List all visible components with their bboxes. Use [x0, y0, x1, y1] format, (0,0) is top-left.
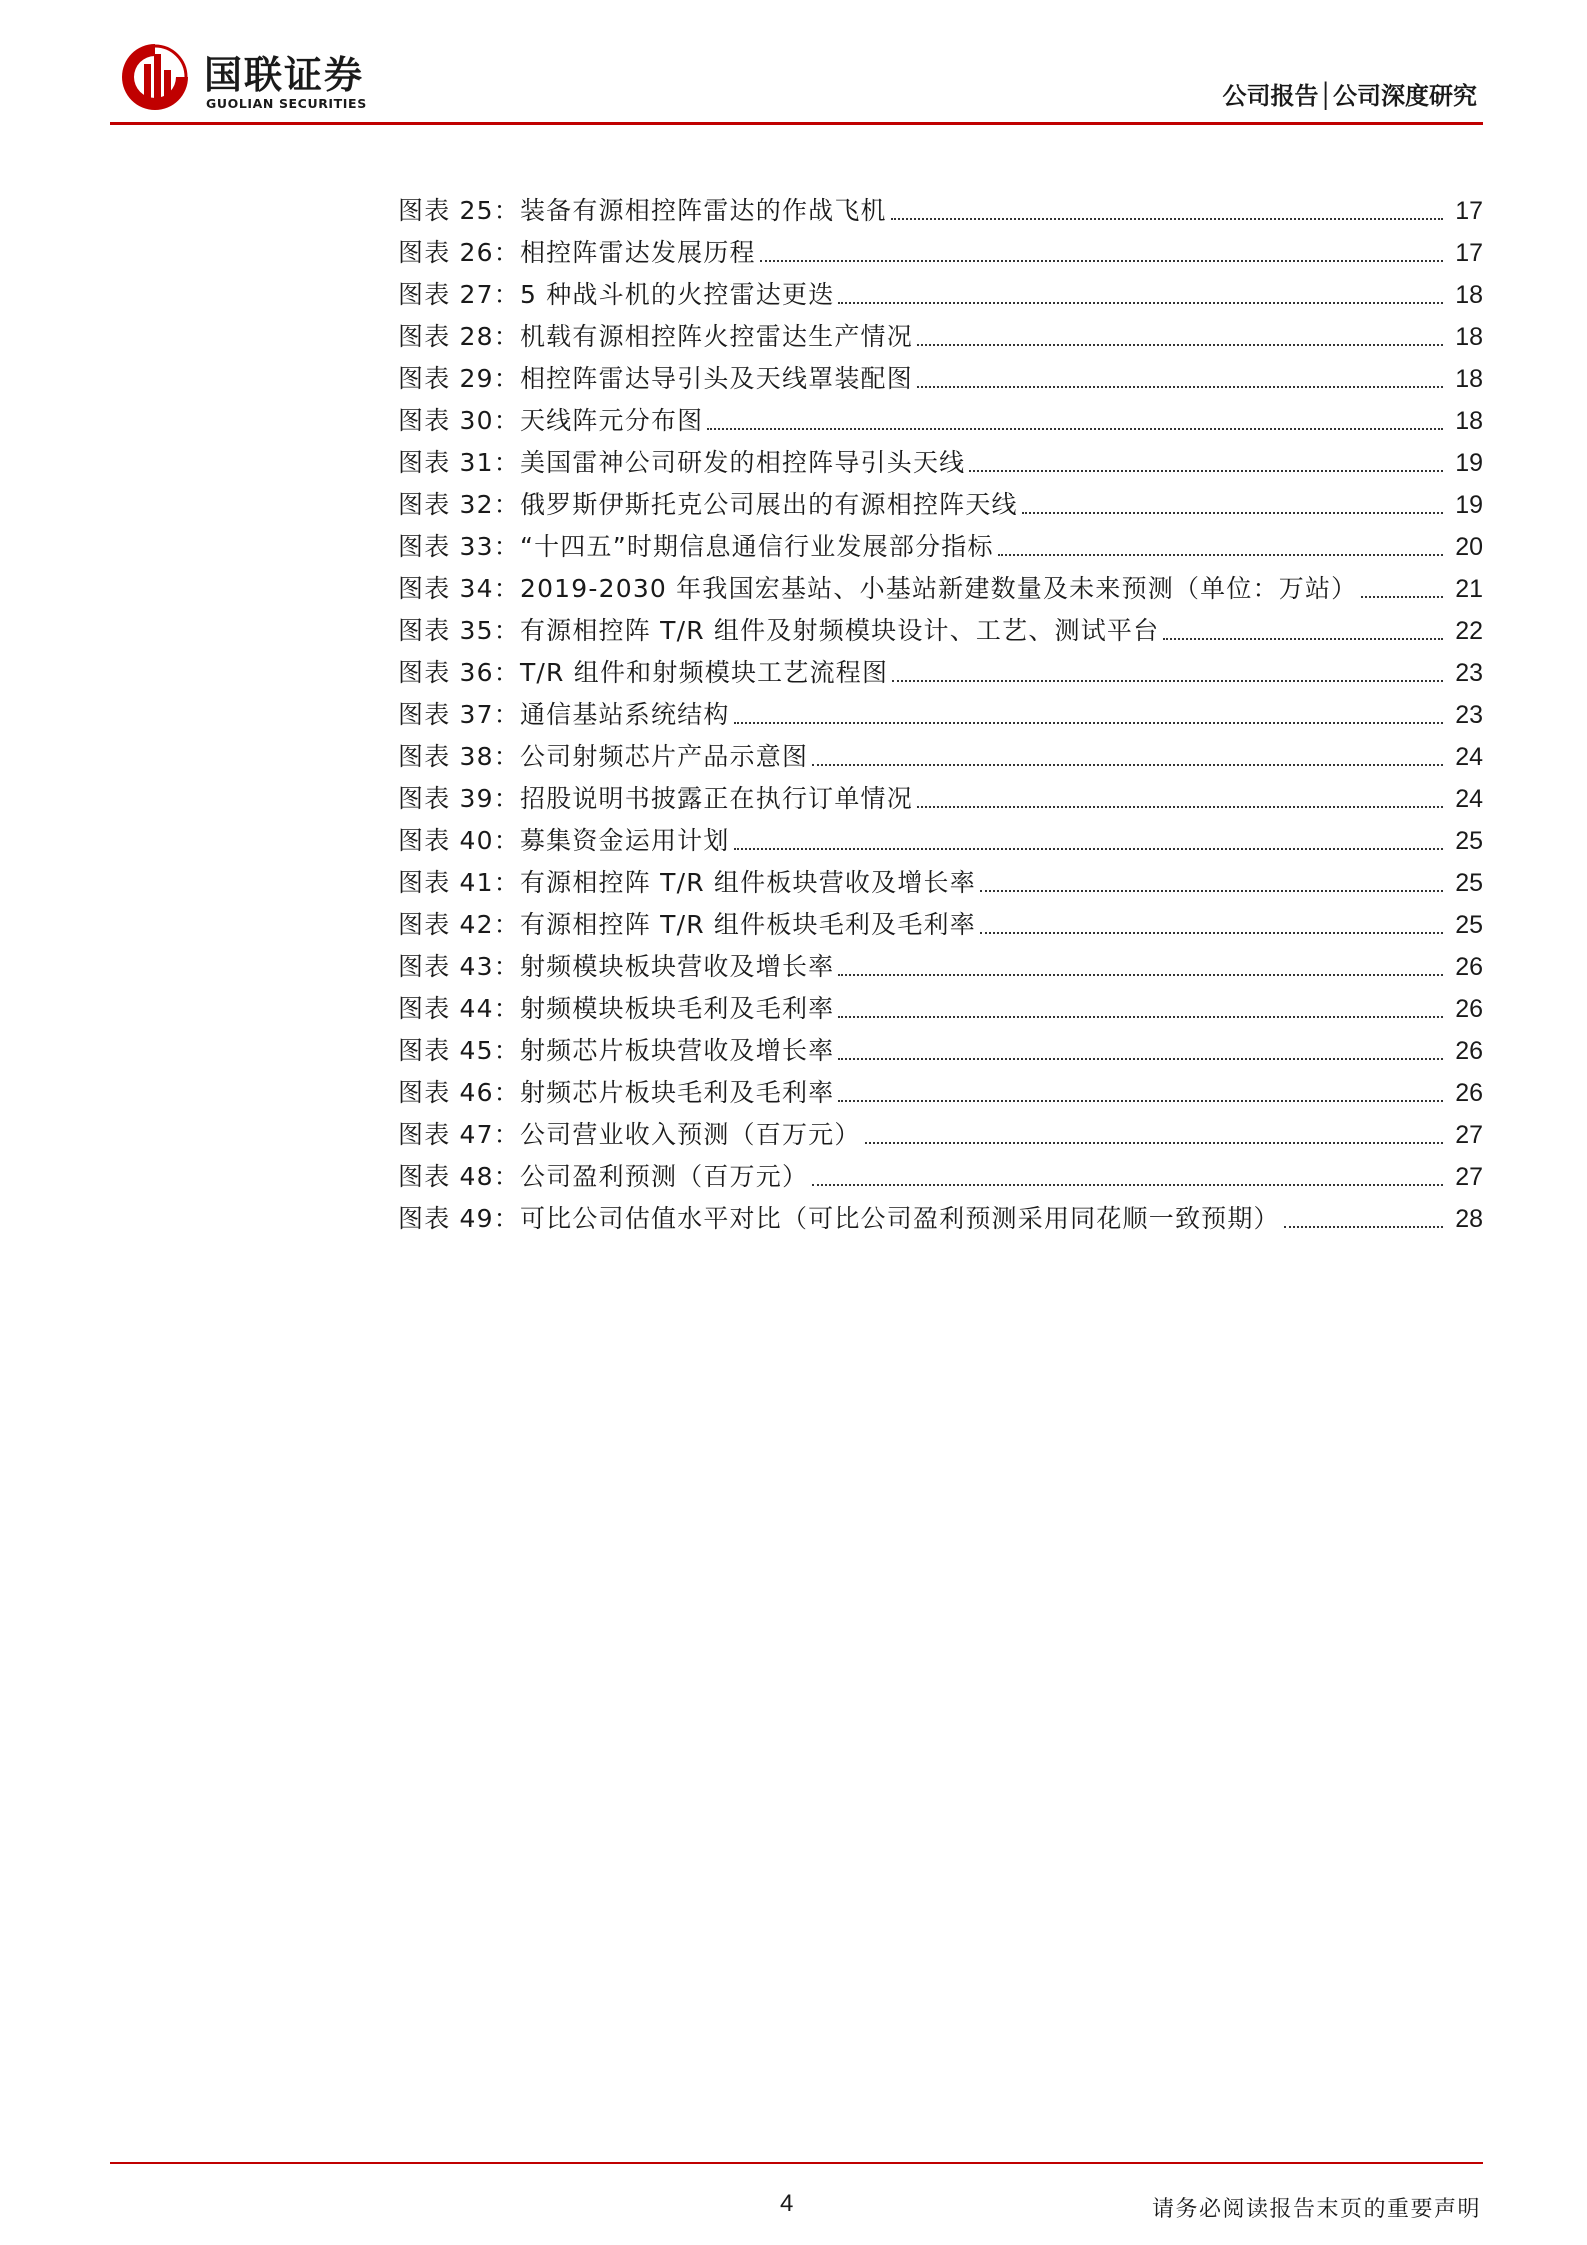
- toc-entry-page: 23: [1455, 659, 1483, 687]
- toc-entry-page: 27: [1455, 1163, 1483, 1191]
- toc-entry-page: 19: [1455, 491, 1483, 519]
- toc-entry-label: 图表 25：装备有源相控阵雷达的作战飞机: [398, 196, 887, 225]
- toc-entry[interactable]: [398, 358, 1483, 400]
- toc-entry[interactable]: [398, 190, 1483, 232]
- toc-entry-page: 18: [1455, 407, 1483, 435]
- toc-entry-label: 图表 41：有源相控阵 T/R 组件板块营收及增长率: [398, 868, 976, 897]
- toc-entry[interactable]: [398, 778, 1483, 820]
- toc-entry[interactable]: [398, 1114, 1483, 1156]
- toc-entry-label: 图表 39：招股说明书披露正在执行订单情况: [398, 784, 913, 813]
- toc-entry-label: 图表 35：有源相控阵 T/R 组件及射频模块设计、工艺、测试平台: [398, 616, 1160, 645]
- toc-dot-leader: [1022, 512, 1443, 514]
- toc-entry[interactable]: [398, 904, 1483, 946]
- company-logo: [118, 38, 418, 118]
- toc-entry[interactable]: [398, 1072, 1483, 1114]
- toc-entry-page: 26: [1455, 995, 1483, 1023]
- toc-entry-page: 25: [1455, 827, 1483, 855]
- toc-dot-leader: [917, 386, 1443, 388]
- toc-dot-leader: [917, 344, 1443, 346]
- toc-entry-label: 图表 36：T/R 组件和射频模块工艺流程图: [398, 658, 889, 687]
- header-divider: [110, 122, 1483, 125]
- toc-dot-leader: [917, 806, 1443, 808]
- toc-dot-leader: [1361, 596, 1443, 598]
- toc-entry-page: 27: [1455, 1121, 1483, 1149]
- toc-dot-leader: [812, 764, 1443, 766]
- toc-dot-leader: [865, 1142, 1443, 1144]
- toc-dot-leader: [891, 218, 1443, 220]
- toc-dot-leader: [998, 554, 1443, 556]
- toc-entry-page: 20: [1455, 533, 1483, 561]
- toc-dot-leader: [838, 1016, 1443, 1018]
- toc-entry-label: 图表 32：俄罗斯伊斯托克公司展出的有源相控阵天线: [398, 490, 1018, 519]
- toc-entry[interactable]: [398, 820, 1483, 862]
- toc-entry-label: 图表 31：美国雷神公司研发的相控阵导引头天线: [398, 448, 966, 477]
- toc-dot-leader: [1284, 1226, 1443, 1228]
- toc-entry-label: 图表 47：公司营业收入预测（百万元）: [398, 1120, 861, 1149]
- toc-entry[interactable]: [398, 232, 1483, 274]
- toc-entry[interactable]: [398, 526, 1483, 568]
- toc-entry-page: 26: [1455, 953, 1483, 981]
- toc-entry-page: 26: [1455, 1037, 1483, 1065]
- toc-entry-page: 25: [1455, 911, 1483, 939]
- toc-entry[interactable]: [398, 442, 1483, 484]
- toc-entry-label: 图表 28：机载有源相控阵火控雷达生产情况: [398, 322, 913, 351]
- toc-entry-label: 图表 43：射频模块板块营收及增长率: [398, 952, 835, 981]
- toc-dot-leader: [969, 470, 1443, 472]
- toc-entry-label: 图表 44：射频模块板块毛利及毛利率: [398, 994, 835, 1023]
- toc-entry-page: 17: [1455, 239, 1483, 267]
- toc-entry[interactable]: [398, 316, 1483, 358]
- toc-entry-label: 图表 37：通信基站系统结构: [398, 700, 730, 729]
- toc-entry[interactable]: [398, 400, 1483, 442]
- toc-entry[interactable]: [398, 946, 1483, 988]
- toc-dot-leader: [980, 890, 1443, 892]
- toc-entry[interactable]: [398, 988, 1483, 1030]
- toc-entry-page: 22: [1455, 617, 1483, 645]
- toc-entry[interactable]: [398, 652, 1483, 694]
- toc-dot-leader: [734, 848, 1443, 850]
- toc-dot-leader: [838, 974, 1443, 976]
- toc-entry-label: 图表 26：相控阵雷达发展历程: [398, 238, 756, 267]
- toc-entry-label: 图表 27：5 种战斗机的火控雷达更迭: [398, 280, 835, 309]
- footer-divider: [110, 2162, 1483, 2164]
- toc-dot-leader: [838, 1100, 1443, 1102]
- toc-entry-page: 24: [1455, 785, 1483, 813]
- logo-english-name: GUOLIAN SECURITIES: [206, 96, 367, 111]
- toc-dot-leader: [760, 260, 1443, 262]
- toc-entry[interactable]: [398, 568, 1483, 610]
- guolian-logo-icon: [118, 40, 192, 114]
- toc-entry-page: 25: [1455, 869, 1483, 897]
- toc-dot-leader: [838, 302, 1443, 304]
- toc-dot-leader: [734, 722, 1443, 724]
- toc-entry-page: 28: [1455, 1205, 1483, 1233]
- logo-chinese-name: 国联证券: [204, 53, 365, 97]
- toc-entry-label: 图表 33：“十四五”时期信息通信行业发展部分指标: [398, 532, 994, 561]
- toc-entry[interactable]: [398, 484, 1483, 526]
- toc-entry-page: 18: [1455, 365, 1483, 393]
- toc-dot-leader: [812, 1184, 1443, 1186]
- toc-entry-page: 24: [1455, 743, 1483, 771]
- toc-dot-leader: [1163, 638, 1443, 640]
- toc-entry-page: 17: [1455, 197, 1483, 225]
- toc-entry[interactable]: [398, 1198, 1483, 1240]
- toc-entry-page: 18: [1455, 281, 1483, 309]
- toc-entry-page: 19: [1455, 449, 1483, 477]
- footer-disclaimer: 请务必阅读报告末页的重要声明: [1151, 2197, 1481, 2222]
- toc-entry-label: 图表 40：募集资金运用计划: [398, 826, 730, 855]
- toc-entry-page: 18: [1455, 323, 1483, 351]
- toc-entry-page: 23: [1455, 701, 1483, 729]
- toc-dot-leader: [980, 932, 1443, 934]
- figure-index-list: [398, 190, 1483, 1240]
- toc-entry-label: 图表 30：天线阵元分布图: [398, 406, 704, 435]
- toc-dot-leader: [707, 428, 1443, 430]
- toc-entry-page: 26: [1455, 1079, 1483, 1107]
- toc-entry[interactable]: [398, 694, 1483, 736]
- toc-dot-leader: [892, 680, 1443, 682]
- page-number: 4: [780, 2190, 794, 2217]
- toc-entry[interactable]: [398, 274, 1483, 316]
- toc-entry-label: 图表 34：2019-2030 年我国宏基站、小基站新建数量及未来预测（单位：万站）: [398, 574, 1358, 603]
- toc-entry-label: 图表 49：可比公司估值水平对比（可比公司盈利预测采用同花顺一致预期）: [398, 1204, 1280, 1233]
- toc-entry-label: 图表 48：公司盈利预测（百万元）: [398, 1162, 809, 1191]
- toc-entry-page: 21: [1455, 575, 1483, 603]
- toc-entry[interactable]: [398, 610, 1483, 652]
- toc-entry-label: 图表 42：有源相控阵 T/R 组件板块毛利及毛利率: [398, 910, 976, 939]
- toc-entry[interactable]: [398, 736, 1483, 778]
- toc-entry-label: 图表 46：射频芯片板块毛利及毛利率: [398, 1078, 835, 1107]
- page-header: [0, 0, 1587, 130]
- toc-entry-label: 图表 45：射频芯片板块营收及增长率: [398, 1036, 835, 1065]
- toc-entry-label: 图表 38：公司射频芯片产品示意图: [398, 742, 809, 771]
- toc-dot-leader: [838, 1058, 1443, 1060]
- toc-entry-label: 图表 29：相控阵雷达导引头及天线罩装配图: [398, 364, 913, 393]
- toc-entry[interactable]: [398, 1030, 1483, 1072]
- toc-entry[interactable]: [398, 1156, 1483, 1198]
- toc-entry[interactable]: [398, 862, 1483, 904]
- report-type-label: 公司报告│公司深度研究: [1222, 82, 1477, 110]
